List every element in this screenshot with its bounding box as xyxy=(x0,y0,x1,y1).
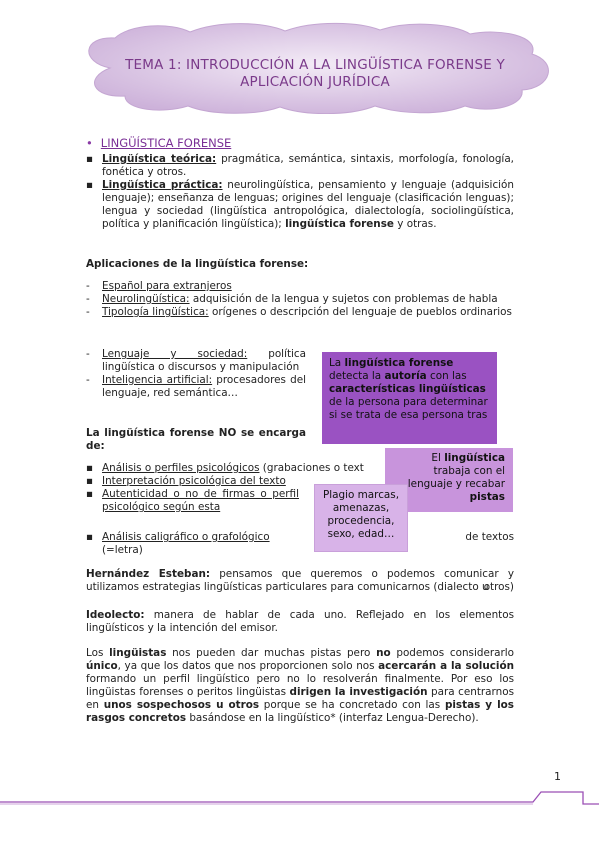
list-item xyxy=(86,531,514,544)
footer-rule xyxy=(0,790,599,810)
item-term: Tipología lingüística: xyxy=(102,306,209,318)
section-heading-text: LINGÜÍSTICA FORENSE xyxy=(100,136,232,150)
term: Ideolecto: xyxy=(86,609,145,621)
list-item xyxy=(86,179,514,231)
text: pensamos que queremos o podemos comunicar y utilizamos estrategias lingüísticas particulares para comunicarnos (dialecto u xyxy=(86,568,514,593)
text-run: nos pueden dar muchas pistas pero xyxy=(166,647,377,659)
bold-phrase: lingüistas xyxy=(109,647,167,659)
list-item: - Neurolingüística: adquisición de la lengua y sujetos con problemas de habla xyxy=(86,293,498,305)
encarga-list xyxy=(86,462,386,475)
bullet-square-icon: ▪ xyxy=(86,488,94,500)
text-run: porque se ha concretado con las xyxy=(259,699,445,711)
text-run: Los xyxy=(86,647,110,659)
list-item-cont: (=letra) xyxy=(102,544,143,556)
bullet-square-icon: ▪ xyxy=(86,179,94,191)
title-line-1: TEMA 1: INTRODUCCIÓN A LA LINGÜÍSTICA FORENSE Y xyxy=(125,57,505,73)
item-term: Interpretación psicológica del texto xyxy=(102,475,286,487)
page-title xyxy=(95,57,535,91)
item-text: (grabaciones o text xyxy=(259,462,364,474)
text-run: para centrarnos en xyxy=(86,686,514,711)
item-term: Lingüística práctica: xyxy=(102,179,223,191)
item-text: procesadores del lenguaje, red semántica… xyxy=(102,374,307,399)
list-item xyxy=(86,153,514,179)
item-text: neurolingüística, pensamiento y lenguaje (adquisición lenguaje); enseñanza de lenguas; origines del lenguaje (clasificación lenguas); lengua y sociedad (lingüística antropológica, dialectología, sociolingüística, política y planificación lingüística); xyxy=(102,179,514,230)
item-term: Lenguaje y sociedad: xyxy=(102,348,248,360)
item-term: Análisis o perfiles psicológicos xyxy=(102,462,260,474)
item-text: de textos xyxy=(465,531,514,543)
item-text-end: y otras. xyxy=(393,218,437,230)
bullet-square-icon: ▪ xyxy=(86,153,94,165)
item-text: política lingüística o discursos y manipulación xyxy=(102,348,306,373)
apps-list-narrow xyxy=(86,348,306,400)
apps-list xyxy=(86,280,514,319)
page-number: 1 xyxy=(554,770,561,783)
bold-phrase: único xyxy=(86,660,118,672)
title-line-2: APLICACIÓN JURÍDICA xyxy=(240,74,390,90)
text-run: podemos considerarlo xyxy=(390,647,514,659)
bullet-square-icon: ▪ xyxy=(86,531,94,543)
bold-phrase: acercarán a la solución xyxy=(378,660,514,672)
text-end: otros) xyxy=(483,581,514,593)
list-item xyxy=(86,475,299,488)
bullet-dot-icon: • xyxy=(86,136,93,150)
callout-box-plagio: Plagio marcas, amenazas, procedencia, sexo, edad… xyxy=(314,484,408,552)
list-item: - Lenguaje y sociedad: política lingüística o discursos y manipulación xyxy=(86,348,306,373)
conclusion-paragraph xyxy=(86,647,514,725)
list-item: - Español para extranjeros xyxy=(86,280,232,292)
encarga-last xyxy=(86,531,514,557)
item-term: Lingüística teórica: xyxy=(102,153,217,165)
list-item xyxy=(86,488,299,514)
text: manera de hablar de cada uno. Reflejado en los elementos lingüísticos y la intención del emisor. xyxy=(86,609,514,634)
item-term: Análisis caligráfico o grafológico xyxy=(102,531,270,543)
section-heading xyxy=(86,137,231,150)
bold-phrase: dirigen la investigación xyxy=(289,686,428,698)
term: Hernández Esteban: xyxy=(86,568,211,580)
bullet-square-icon: ▪ xyxy=(86,462,94,474)
item-term: Autenticidad o no de firmas o perfil psicológico según esta xyxy=(102,488,299,513)
item-term: Inteligencia artificial: xyxy=(102,374,213,386)
encarga-heading: La lingüística forense NO se encarga de: xyxy=(86,427,306,452)
callout-box-autoria: La lingüística forense detecta la autoría con las características lingüísticas de la persona para determinar si se trata de esa persona tras xyxy=(322,352,497,444)
encarga-list-narrow xyxy=(86,475,299,514)
item-bold: lingüística forense xyxy=(285,218,394,230)
apps-heading: Aplicaciones de la lingüística forense: xyxy=(86,258,309,270)
hernandez-paragraph xyxy=(86,568,514,594)
bold-phrase: no xyxy=(376,647,391,659)
ideolecto-paragraph xyxy=(86,609,514,635)
bold-phrase: pistas y los rasgos concretos xyxy=(86,699,514,724)
list-item: - Inteligencia artificial: procesadores del lenguaje, red semántica… xyxy=(86,374,307,399)
item-text: orígenes o descripción del lenguaje de pueblos ordinarios xyxy=(208,306,512,318)
text-run: formando un perfil lingüístico pero no lo resolverán finalmente. Por eso los lingüistas forenses o peritos lingüistas xyxy=(86,673,514,698)
item-term: Español para extranjeros xyxy=(102,280,232,292)
item-text: adquisición de la lengua y sujetos con problemas de habla xyxy=(189,293,498,305)
item-text: pragmática, semántica, sintaxis, morfología, fonología, fonética y otros. xyxy=(102,153,514,178)
text-run: basándose en la lingüístico* (interfaz Lengua-Derecho). xyxy=(186,712,479,724)
item-term: Neurolingüística: xyxy=(102,293,190,305)
list-item: - Tipología lingüística: orígenes o descripción del lenguaje de pueblos ordinarios xyxy=(86,306,512,318)
bullet-square-icon: ▪ xyxy=(86,475,94,487)
bold-phrase: unos sospechosos u otros xyxy=(103,699,260,711)
text-run: , ya que los datos que nos proporcionen solo nos xyxy=(117,660,379,672)
section-list xyxy=(86,153,514,231)
list-item xyxy=(86,462,386,475)
callout-box-pistas: El lingüística trabaja con el lenguaje y recabar pistas xyxy=(385,448,513,512)
